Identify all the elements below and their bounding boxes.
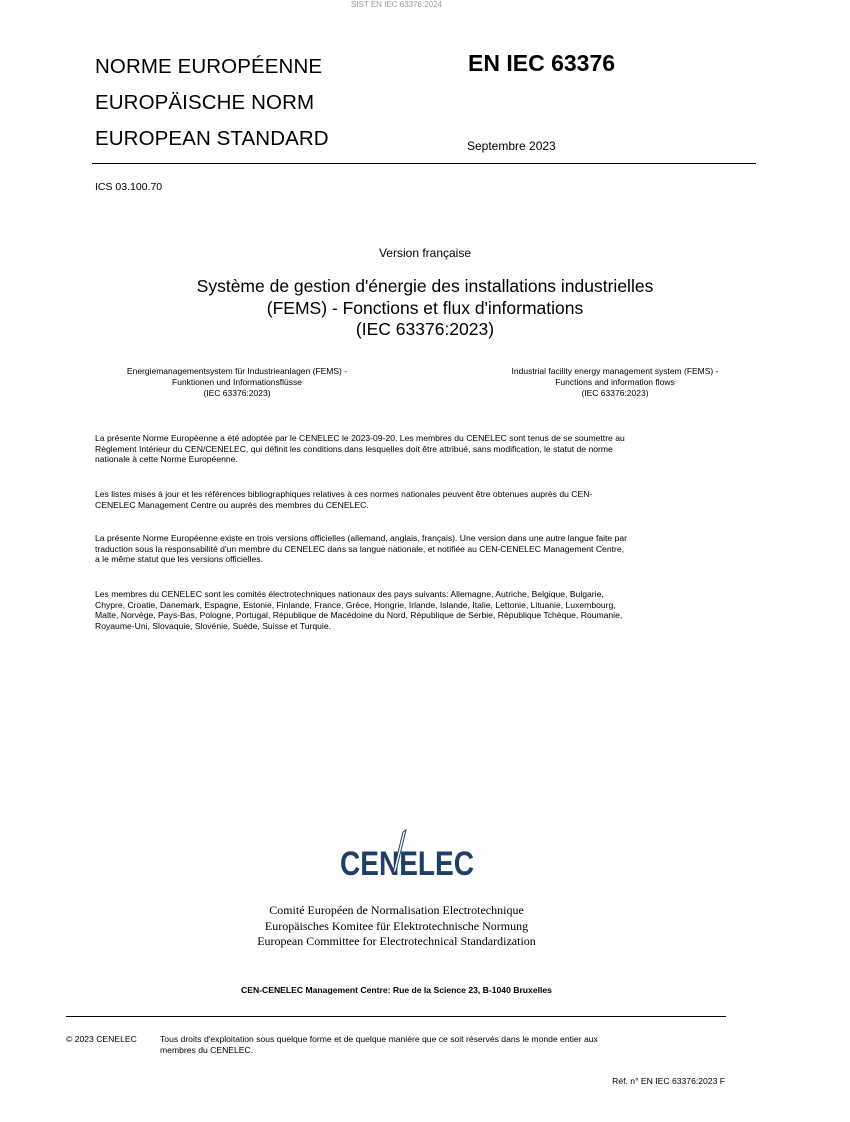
paragraph-line: La présente Norme Européenne existe en trois versions officielles (allemand, anglais, français). Une version dans une autre langue faite par <box>95 533 627 543</box>
members-paragraph <box>95 589 760 631</box>
committee-name-de: Europäisches Komitee für Elektrotechnische Normung <box>264 918 529 933</box>
title-english-line: Industrial facility energy management system (FEMS) - <box>511 366 719 376</box>
norm-title-fr: NORME EUROPÉENNE <box>95 55 323 78</box>
cenelec-logo-text: CENELEC <box>340 845 474 883</box>
version-label: Version française <box>378 246 472 260</box>
paragraph-line: CENELEC Management Centre ou auprès des membres du CENELEC. <box>95 499 369 510</box>
paragraph-line: traduction sous la responsabilité d'un membre du CENELEC dans sa langue nationale, et notifiée au CEN-CENELEC Management Centre, <box>95 543 625 554</box>
document-title <box>0 276 850 341</box>
title-line: (FEMS) - Fonctions et flux d'informations <box>266 297 584 318</box>
title-english-line: Functions and information flows <box>555 377 675 387</box>
title-german-line: Funktionen und Informationsflüsse <box>172 377 302 387</box>
title-german-line: Energiemanagementsystem für Industrieanlagen (FEMS) - <box>126 366 348 376</box>
title-german-line: (IEC 63376:2023) <box>203 388 271 398</box>
norm-title-en: EUROPEAN STANDARD <box>95 127 329 150</box>
paragraph-line: nationale à cette Norme Européenne. <box>95 454 238 465</box>
committee-name-en: European Committee for Electrotechnical Standardization <box>257 934 536 948</box>
paragraph-line: Chypre, Croatie, Danemark, Espagne, Estonie, Finlande, France, Grèce, Hongrie, Irlande, Islande, Italie, Lettonie, Lituanie, Luxembourg, <box>95 599 616 610</box>
footer-divider <box>66 1016 726 1017</box>
lists-paragraph <box>95 489 760 510</box>
copyright-owner: © 2023 CENELEC <box>66 1034 137 1044</box>
paragraph-line: Les listes mises à jour et les références bibliographiques relatives à ces normes nationales peuvent être obtenues auprès du CEN- <box>95 489 593 499</box>
versions-paragraph <box>95 533 760 565</box>
copyright-line: Tous droits d'exploitation sous quelque forme et de quelque manière que ce soit réservés dans le monde entier aux <box>160 1034 598 1044</box>
committee-names <box>0 903 793 950</box>
copyright-line: membres du CENELEC. <box>160 1044 254 1055</box>
title-line: Système de gestion d'énergie des installations industrielles <box>196 276 654 296</box>
paragraph-line: a le même statut que les versions officielles. <box>95 554 263 565</box>
reference-number: Réf. n° EN IEC 63376:2023 F <box>612 1076 725 1086</box>
cenelec-logo <box>337 827 477 883</box>
paragraph-line: Les membres du CENELEC sont les comités électrotechniques nationaux des pays suivants: Allemagne, Autriche, Belgique, Bulgarie, <box>95 589 604 599</box>
committee-name-fr: Comité Européen de Normalisation Electrotechnique <box>269 903 524 917</box>
copyright-text <box>160 1034 598 1055</box>
paragraph-line: Royaume-Uni, Slovaquie, Slovénie, Suède, Suisse et Turquie. <box>95 620 331 631</box>
management-centre-address: CEN-CENELEC Management Centre: Rue de la Science 23, B-1040 Bruxelles <box>241 985 552 995</box>
publication-date: Septembre 2023 <box>467 139 556 153</box>
title-german <box>92 366 382 399</box>
ics-code: ICS 03.100.70 <box>95 181 163 193</box>
watermark: SIST EN IEC 63376:2024 <box>350 0 443 9</box>
paragraph-line: Règlement Intérieur du CEN/CENELEC, qui définit les conditions dans lesquelles doit être attribué, sans modification, le statut de norme <box>95 443 613 454</box>
header-divider <box>92 163 756 164</box>
adoption-paragraph <box>95 433 760 465</box>
paragraph-line: La présente Norme Européenne a été adoptée par le CENELEC le 2023-09-20. Les membres du CENELEC sont tenus de se soumettre au <box>95 433 625 443</box>
title-english-line: (IEC 63376:2023) <box>581 388 649 398</box>
paragraph-line: Malte, Norvège, Pays-Bas, Pologne, Portugal, République de Macédoine du Nord, République de Serbie, République Tchèque, Roumanie, <box>95 610 623 621</box>
title-line: (IEC 63376:2023) <box>355 319 495 339</box>
title-english <box>474 366 756 399</box>
standard-number: EN IEC 63376 <box>468 50 616 76</box>
norm-title-de: EUROPÄISCHE NORM <box>95 91 315 114</box>
